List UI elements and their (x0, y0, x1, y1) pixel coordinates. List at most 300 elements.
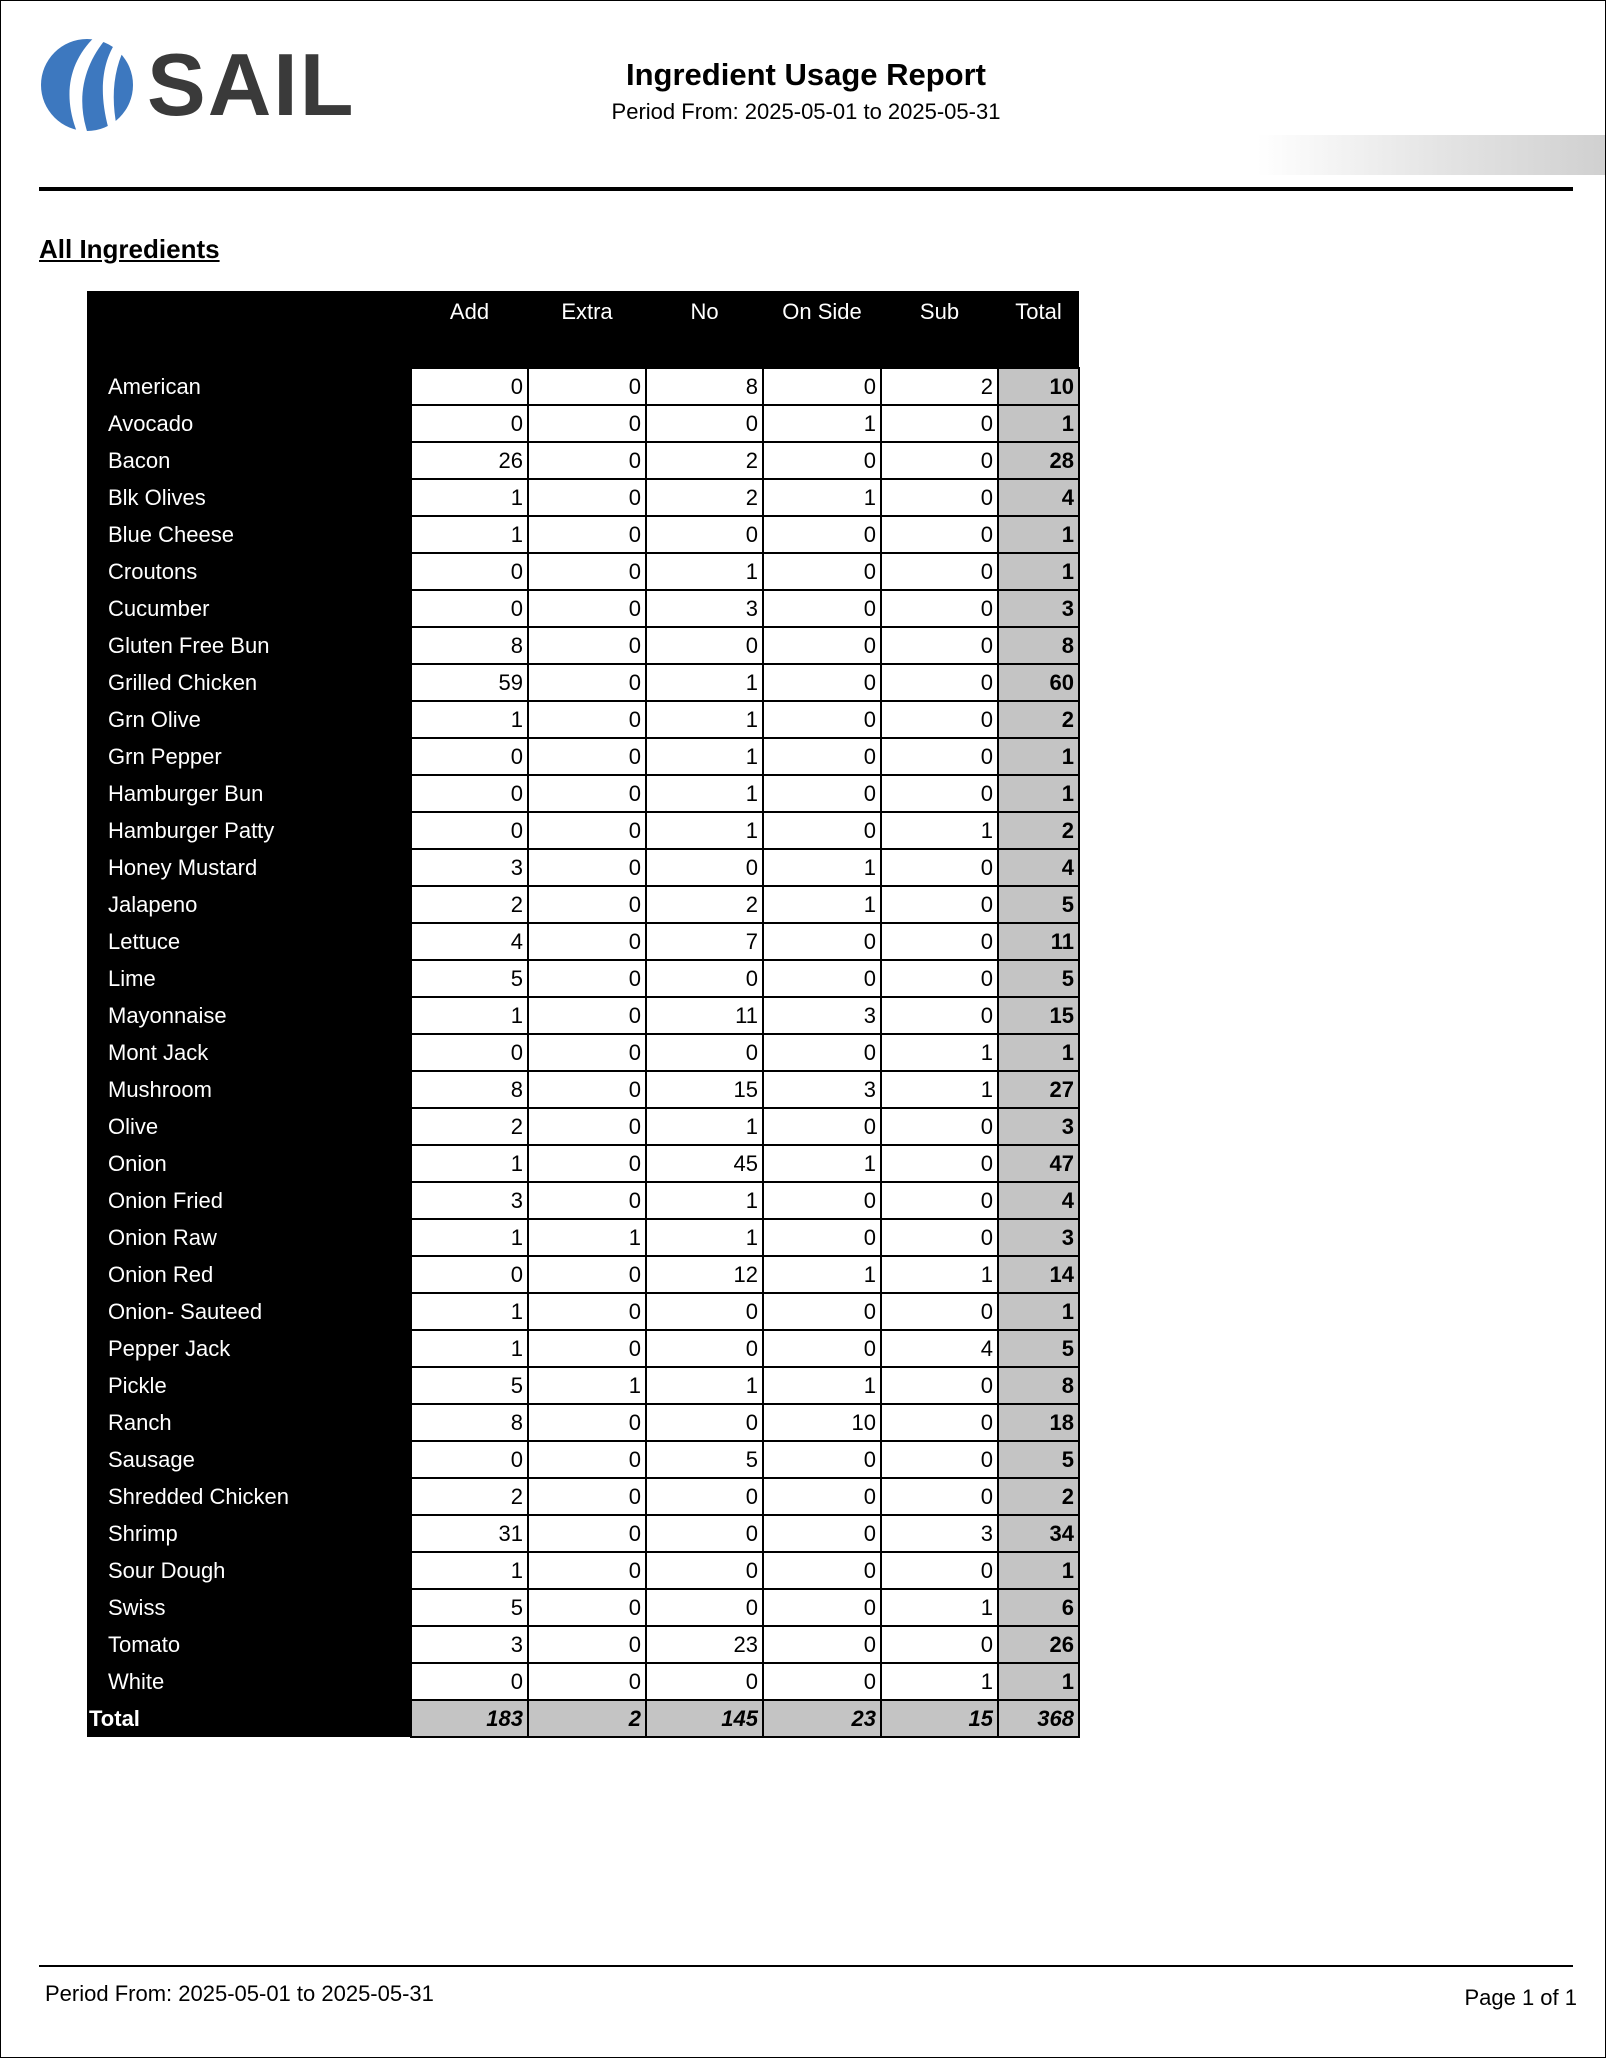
cell-sub: 0 (881, 553, 998, 590)
cell-add: 0 (411, 1256, 528, 1293)
cell-sub: 0 (881, 1367, 998, 1404)
cell-add: 1 (411, 701, 528, 738)
ingredient-name: Pickle (87, 1367, 411, 1404)
cell-total: 28 (998, 442, 1079, 479)
table-row (87, 997, 1079, 1034)
ingredient-name: Croutons (87, 553, 411, 590)
table-row (87, 1182, 1079, 1219)
ingredient-name: Cucumber (87, 590, 411, 627)
table-row (87, 1589, 1079, 1626)
table-row (87, 886, 1079, 923)
cell-sub: 0 (881, 701, 998, 738)
cell-sub: 0 (881, 997, 998, 1034)
ingredient-usage-table (87, 291, 1080, 1738)
table-row (87, 479, 1079, 516)
cell-total: 27 (998, 1071, 1079, 1108)
cell-sub: 3 (881, 1515, 998, 1552)
cell-sub: 0 (881, 1404, 998, 1441)
cell-sub: 0 (881, 590, 998, 627)
cell-extra: 0 (528, 1552, 646, 1589)
header-cell-total: Total (998, 291, 1079, 364)
cell-sub: 0 (881, 775, 998, 812)
cell-sub: 1 (881, 1589, 998, 1626)
ingredient-name: Tomato (87, 1626, 411, 1663)
cell-total: 1 (998, 1663, 1079, 1700)
cell-extra: 0 (528, 1441, 646, 1478)
cell-extra: 0 (528, 1108, 646, 1145)
cell-on-side: 0 (763, 1478, 881, 1515)
cell-extra: 0 (528, 923, 646, 960)
ingredient-name: Lime (87, 960, 411, 997)
cell-add: 0 (411, 405, 528, 442)
cell-total: 1 (998, 405, 1079, 442)
cell-extra: 0 (528, 738, 646, 775)
cell-total: 3 (998, 1108, 1079, 1145)
cell-sub: 0 (881, 1293, 998, 1330)
ingredient-name: Swiss (87, 1589, 411, 1626)
cell-on-side: 0 (763, 664, 881, 701)
sail-logo (39, 35, 356, 134)
cell-on-side: 0 (763, 1219, 881, 1256)
cell-add: 2 (411, 1108, 528, 1145)
cell-add: 1 (411, 1219, 528, 1256)
cell-sub: 0 (881, 1145, 998, 1182)
cell-no: 0 (646, 1330, 763, 1367)
cell-no: 0 (646, 1404, 763, 1441)
table-row (87, 1330, 1079, 1367)
cell-on-side: 0 (763, 960, 881, 997)
ingredient-name: Grilled Chicken (87, 664, 411, 701)
total-no: 145 (646, 1700, 763, 1737)
ingredient-name: Avocado (87, 405, 411, 442)
table-row (87, 1515, 1079, 1552)
cell-on-side: 10 (763, 1404, 881, 1441)
footer-divider (39, 1965, 1573, 1967)
cell-on-side: 0 (763, 627, 881, 664)
cell-no: 1 (646, 775, 763, 812)
cell-add: 1 (411, 516, 528, 553)
cell-no: 8 (646, 368, 763, 405)
cell-no: 0 (646, 1478, 763, 1515)
cell-add: 5 (411, 1367, 528, 1404)
cell-extra: 0 (528, 1515, 646, 1552)
cell-total: 5 (998, 1441, 1079, 1478)
cell-total: 4 (998, 1182, 1079, 1219)
cell-total: 5 (998, 886, 1079, 923)
cell-total: 4 (998, 479, 1079, 516)
ingredient-name: Onion- Sauteed (87, 1293, 411, 1330)
cell-sub: 1 (881, 1034, 998, 1071)
cell-total: 1 (998, 516, 1079, 553)
cell-total: 8 (998, 627, 1079, 664)
table-row (87, 1034, 1079, 1071)
total-add: 183 (411, 1700, 528, 1737)
table-body (87, 364, 1079, 1737)
cell-sub: 0 (881, 1441, 998, 1478)
cell-no: 23 (646, 1626, 763, 1663)
cell-add: 8 (411, 627, 528, 664)
cell-no: 1 (646, 1367, 763, 1404)
cell-on-side: 0 (763, 442, 881, 479)
ingredient-name: Mushroom (87, 1071, 411, 1108)
table-row (87, 849, 1079, 886)
ingredient-name: Mont Jack (87, 1034, 411, 1071)
cell-total: 3 (998, 590, 1079, 627)
cell-no: 5 (646, 1441, 763, 1478)
cell-extra: 0 (528, 1071, 646, 1108)
cell-add: 0 (411, 812, 528, 849)
cell-no: 0 (646, 1034, 763, 1071)
cell-extra: 1 (528, 1219, 646, 1256)
cell-sub: 1 (881, 1071, 998, 1108)
cell-add: 0 (411, 738, 528, 775)
cell-no: 2 (646, 442, 763, 479)
logo-wordmark: SAIL (147, 35, 356, 134)
cell-add: 0 (411, 1441, 528, 1478)
cell-add: 0 (411, 1034, 528, 1071)
cell-sub: 0 (881, 405, 998, 442)
footer-period: Period From: 2025-05-01 to 2025-05-31 (45, 1981, 434, 2006)
ingredient-name: Blue Cheese (87, 516, 411, 553)
cell-add: 1 (411, 1330, 528, 1367)
table-row (87, 405, 1079, 442)
table-row (87, 1108, 1079, 1145)
page-number: Page 1 of 1 (1464, 1985, 1577, 2010)
cell-total: 15 (998, 997, 1079, 1034)
cell-on-side: 0 (763, 701, 881, 738)
cell-no: 0 (646, 1515, 763, 1552)
cell-add: 5 (411, 960, 528, 997)
cell-sub: 0 (881, 627, 998, 664)
cell-extra: 0 (528, 553, 646, 590)
cell-extra: 0 (528, 775, 646, 812)
table-row (87, 1367, 1079, 1404)
cell-add: 31 (411, 1515, 528, 1552)
cell-no: 3 (646, 590, 763, 627)
cell-no: 0 (646, 1552, 763, 1589)
ingredient-name: Onion Raw (87, 1219, 411, 1256)
cell-extra: 0 (528, 960, 646, 997)
cell-extra: 0 (528, 812, 646, 849)
cell-sub: 0 (881, 738, 998, 775)
cell-add: 2 (411, 1478, 528, 1515)
table-row (87, 701, 1079, 738)
table-row (87, 664, 1079, 701)
cell-on-side: 3 (763, 1071, 881, 1108)
cell-add: 0 (411, 553, 528, 590)
ingredient-name: Blk Olives (87, 479, 411, 516)
cell-sub: 0 (881, 1478, 998, 1515)
cell-total: 11 (998, 923, 1079, 960)
cell-total: 2 (998, 812, 1079, 849)
cell-extra: 0 (528, 442, 646, 479)
table-row (87, 442, 1079, 479)
ingredient-name: Bacon (87, 442, 411, 479)
cell-total: 47 (998, 1145, 1079, 1182)
cell-extra: 0 (528, 1182, 646, 1219)
ingredient-name: Olive (87, 1108, 411, 1145)
cell-add: 3 (411, 849, 528, 886)
cell-extra: 0 (528, 1478, 646, 1515)
table-row (87, 1145, 1079, 1182)
cell-on-side: 0 (763, 1034, 881, 1071)
header-shade-band (1257, 135, 1605, 175)
cell-no: 1 (646, 1182, 763, 1219)
cell-total: 34 (998, 1515, 1079, 1552)
cell-on-side: 0 (763, 1515, 881, 1552)
header-cell-extra: Extra (528, 291, 646, 364)
ingredient-name: Onion Red (87, 1256, 411, 1293)
cell-no: 1 (646, 701, 763, 738)
cell-on-side: 1 (763, 1367, 881, 1404)
cell-total: 1 (998, 1034, 1079, 1071)
cell-on-side: 0 (763, 1441, 881, 1478)
cell-total: 60 (998, 664, 1079, 701)
cell-on-side: 0 (763, 923, 881, 960)
table-row (87, 1256, 1079, 1293)
cell-extra: 0 (528, 997, 646, 1034)
cell-on-side: 0 (763, 1293, 881, 1330)
cell-no: 1 (646, 812, 763, 849)
cell-no: 1 (646, 738, 763, 775)
cell-total: 14 (998, 1256, 1079, 1293)
cell-on-side: 0 (763, 1108, 881, 1145)
cell-on-side: 0 (763, 1663, 881, 1700)
cell-no: 0 (646, 849, 763, 886)
cell-on-side: 0 (763, 516, 881, 553)
cell-no: 0 (646, 1293, 763, 1330)
cell-extra: 0 (528, 701, 646, 738)
cell-extra: 0 (528, 886, 646, 923)
cell-total: 6 (998, 1589, 1079, 1626)
cell-total: 4 (998, 849, 1079, 886)
table-row (87, 1663, 1079, 1700)
cell-sub: 0 (881, 923, 998, 960)
cell-sub: 1 (881, 812, 998, 849)
cell-add: 3 (411, 1182, 528, 1219)
cell-add: 2 (411, 886, 528, 923)
cell-extra: 0 (528, 664, 646, 701)
cell-on-side: 1 (763, 479, 881, 516)
cell-sub: 0 (881, 1552, 998, 1589)
cell-no: 1 (646, 553, 763, 590)
ingredient-name: Pepper Jack (87, 1330, 411, 1367)
cell-on-side: 3 (763, 997, 881, 1034)
cell-sub: 0 (881, 1182, 998, 1219)
cell-no: 1 (646, 664, 763, 701)
report-title: Ingredient Usage Report (626, 57, 986, 92)
cell-total: 1 (998, 1293, 1079, 1330)
cell-no: 1 (646, 1108, 763, 1145)
cell-no: 0 (646, 405, 763, 442)
cell-total: 1 (998, 1552, 1079, 1589)
cell-no: 0 (646, 516, 763, 553)
header-cell-sub: Sub (881, 291, 998, 364)
cell-no: 0 (646, 627, 763, 664)
cell-sub: 4 (881, 1330, 998, 1367)
cell-extra: 0 (528, 479, 646, 516)
section-title: All Ingredients (39, 234, 220, 264)
table-row (87, 775, 1079, 812)
cell-total: 3 (998, 1219, 1079, 1256)
ingredient-name: Sour Dough (87, 1552, 411, 1589)
cell-sub: 0 (881, 516, 998, 553)
cell-add: 3 (411, 1626, 528, 1663)
cell-add: 0 (411, 590, 528, 627)
cell-add: 1 (411, 1552, 528, 1589)
ingredient-name: Jalapeno (87, 886, 411, 923)
header-cell-ingredient (87, 291, 411, 364)
ingredient-name: Gluten Free Bun (87, 627, 411, 664)
cell-no: 12 (646, 1256, 763, 1293)
table-row (87, 1626, 1079, 1663)
cell-add: 8 (411, 1071, 528, 1108)
table-row (87, 1293, 1079, 1330)
table-row (87, 553, 1079, 590)
table-row (87, 627, 1079, 664)
cell-add: 0 (411, 1663, 528, 1700)
cell-no: 45 (646, 1145, 763, 1182)
table-row (87, 1404, 1079, 1441)
cell-on-side: 1 (763, 849, 881, 886)
header-cell-no: No (646, 291, 763, 364)
cell-add: 1 (411, 1293, 528, 1330)
ingredient-name: Shrimp (87, 1515, 411, 1552)
cell-add: 0 (411, 775, 528, 812)
report-header (561, 55, 1051, 127)
cell-extra: 0 (528, 1626, 646, 1663)
cell-on-side: 0 (763, 368, 881, 405)
cell-on-side: 0 (763, 553, 881, 590)
table-row (87, 1071, 1079, 1108)
cell-total: 1 (998, 738, 1079, 775)
cell-extra: 0 (528, 1404, 646, 1441)
cell-extra: 0 (528, 1330, 646, 1367)
cell-total: 5 (998, 960, 1079, 997)
cell-on-side: 1 (763, 1145, 881, 1182)
table-header-row (87, 291, 1079, 364)
cell-add: 5 (411, 1589, 528, 1626)
cell-total: 8 (998, 1367, 1079, 1404)
cell-add: 8 (411, 1404, 528, 1441)
total-row (87, 1700, 1079, 1737)
cell-total: 10 (998, 368, 1079, 405)
cell-on-side: 0 (763, 590, 881, 627)
cell-sub: 0 (881, 1219, 998, 1256)
cell-add: 59 (411, 664, 528, 701)
cell-on-side: 1 (763, 405, 881, 442)
cell-on-side: 0 (763, 812, 881, 849)
cell-on-side: 0 (763, 738, 881, 775)
ingredient-name: Grn Olive (87, 701, 411, 738)
cell-add: 1 (411, 997, 528, 1034)
cell-extra: 0 (528, 1589, 646, 1626)
table-row (87, 923, 1079, 960)
cell-extra: 0 (528, 590, 646, 627)
cell-extra: 1 (528, 1367, 646, 1404)
cell-no: 2 (646, 886, 763, 923)
cell-total: 26 (998, 1626, 1079, 1663)
cell-no: 11 (646, 997, 763, 1034)
header-divider (39, 187, 1573, 191)
cell-on-side: 0 (763, 1589, 881, 1626)
cell-total: 2 (998, 701, 1079, 738)
cell-total: 2 (998, 1478, 1079, 1515)
cell-add: 1 (411, 479, 528, 516)
ingredient-name: Sausage (87, 1441, 411, 1478)
ingredient-name: Honey Mustard (87, 849, 411, 886)
table-row (87, 960, 1079, 997)
cell-extra: 0 (528, 1256, 646, 1293)
header-cell-add: Add (411, 291, 528, 364)
table-row (87, 516, 1079, 553)
cell-sub: 1 (881, 1256, 998, 1293)
cell-extra: 0 (528, 1293, 646, 1330)
ingredient-name: Ranch (87, 1404, 411, 1441)
cell-extra: 0 (528, 1663, 646, 1700)
table-row (87, 1478, 1079, 1515)
header-cell-on-side: On Side (763, 291, 881, 364)
cell-no: 0 (646, 1589, 763, 1626)
ingredient-name: White (87, 1663, 411, 1700)
cell-total: 1 (998, 775, 1079, 812)
cell-extra: 0 (528, 368, 646, 405)
total-sub: 15 (881, 1700, 998, 1737)
cell-sub: 2 (881, 368, 998, 405)
total-label: Total (87, 1700, 411, 1737)
table-row (87, 368, 1079, 405)
total-extra: 2 (528, 1700, 646, 1737)
cell-add: 26 (411, 442, 528, 479)
cell-on-side: 0 (763, 1330, 881, 1367)
table-row (87, 738, 1079, 775)
cell-no: 7 (646, 923, 763, 960)
ingredient-name: Mayonnaise (87, 997, 411, 1034)
cell-extra: 0 (528, 1145, 646, 1182)
table-row (87, 1441, 1079, 1478)
cell-sub: 0 (881, 479, 998, 516)
table-row (87, 1219, 1079, 1256)
cell-on-side: 0 (763, 775, 881, 812)
cell-sub: 0 (881, 442, 998, 479)
cell-extra: 0 (528, 627, 646, 664)
total-on-side: 23 (763, 1700, 881, 1737)
cell-on-side: 1 (763, 886, 881, 923)
cell-extra: 0 (528, 1034, 646, 1071)
cell-no: 1 (646, 1219, 763, 1256)
table-row (87, 812, 1079, 849)
report-period: Period From: 2025-05-01 to 2025-05-31 (611, 99, 1001, 124)
cell-extra: 0 (528, 516, 646, 553)
cell-sub: 0 (881, 664, 998, 701)
ingredient-name: Onion (87, 1145, 411, 1182)
cell-total: 1 (998, 553, 1079, 590)
ingredient-name: Grn Pepper (87, 738, 411, 775)
cell-on-side: 0 (763, 1626, 881, 1663)
cell-add: 1 (411, 1145, 528, 1182)
cell-total: 5 (998, 1330, 1079, 1367)
cell-sub: 0 (881, 960, 998, 997)
cell-extra: 0 (528, 849, 646, 886)
cell-sub: 0 (881, 849, 998, 886)
cell-no: 0 (646, 1663, 763, 1700)
ingredient-name: Lettuce (87, 923, 411, 960)
cell-extra: 0 (528, 405, 646, 442)
table-row (87, 1552, 1079, 1589)
grand-total: 368 (998, 1700, 1079, 1737)
cell-sub: 0 (881, 1108, 998, 1145)
cell-no: 0 (646, 960, 763, 997)
